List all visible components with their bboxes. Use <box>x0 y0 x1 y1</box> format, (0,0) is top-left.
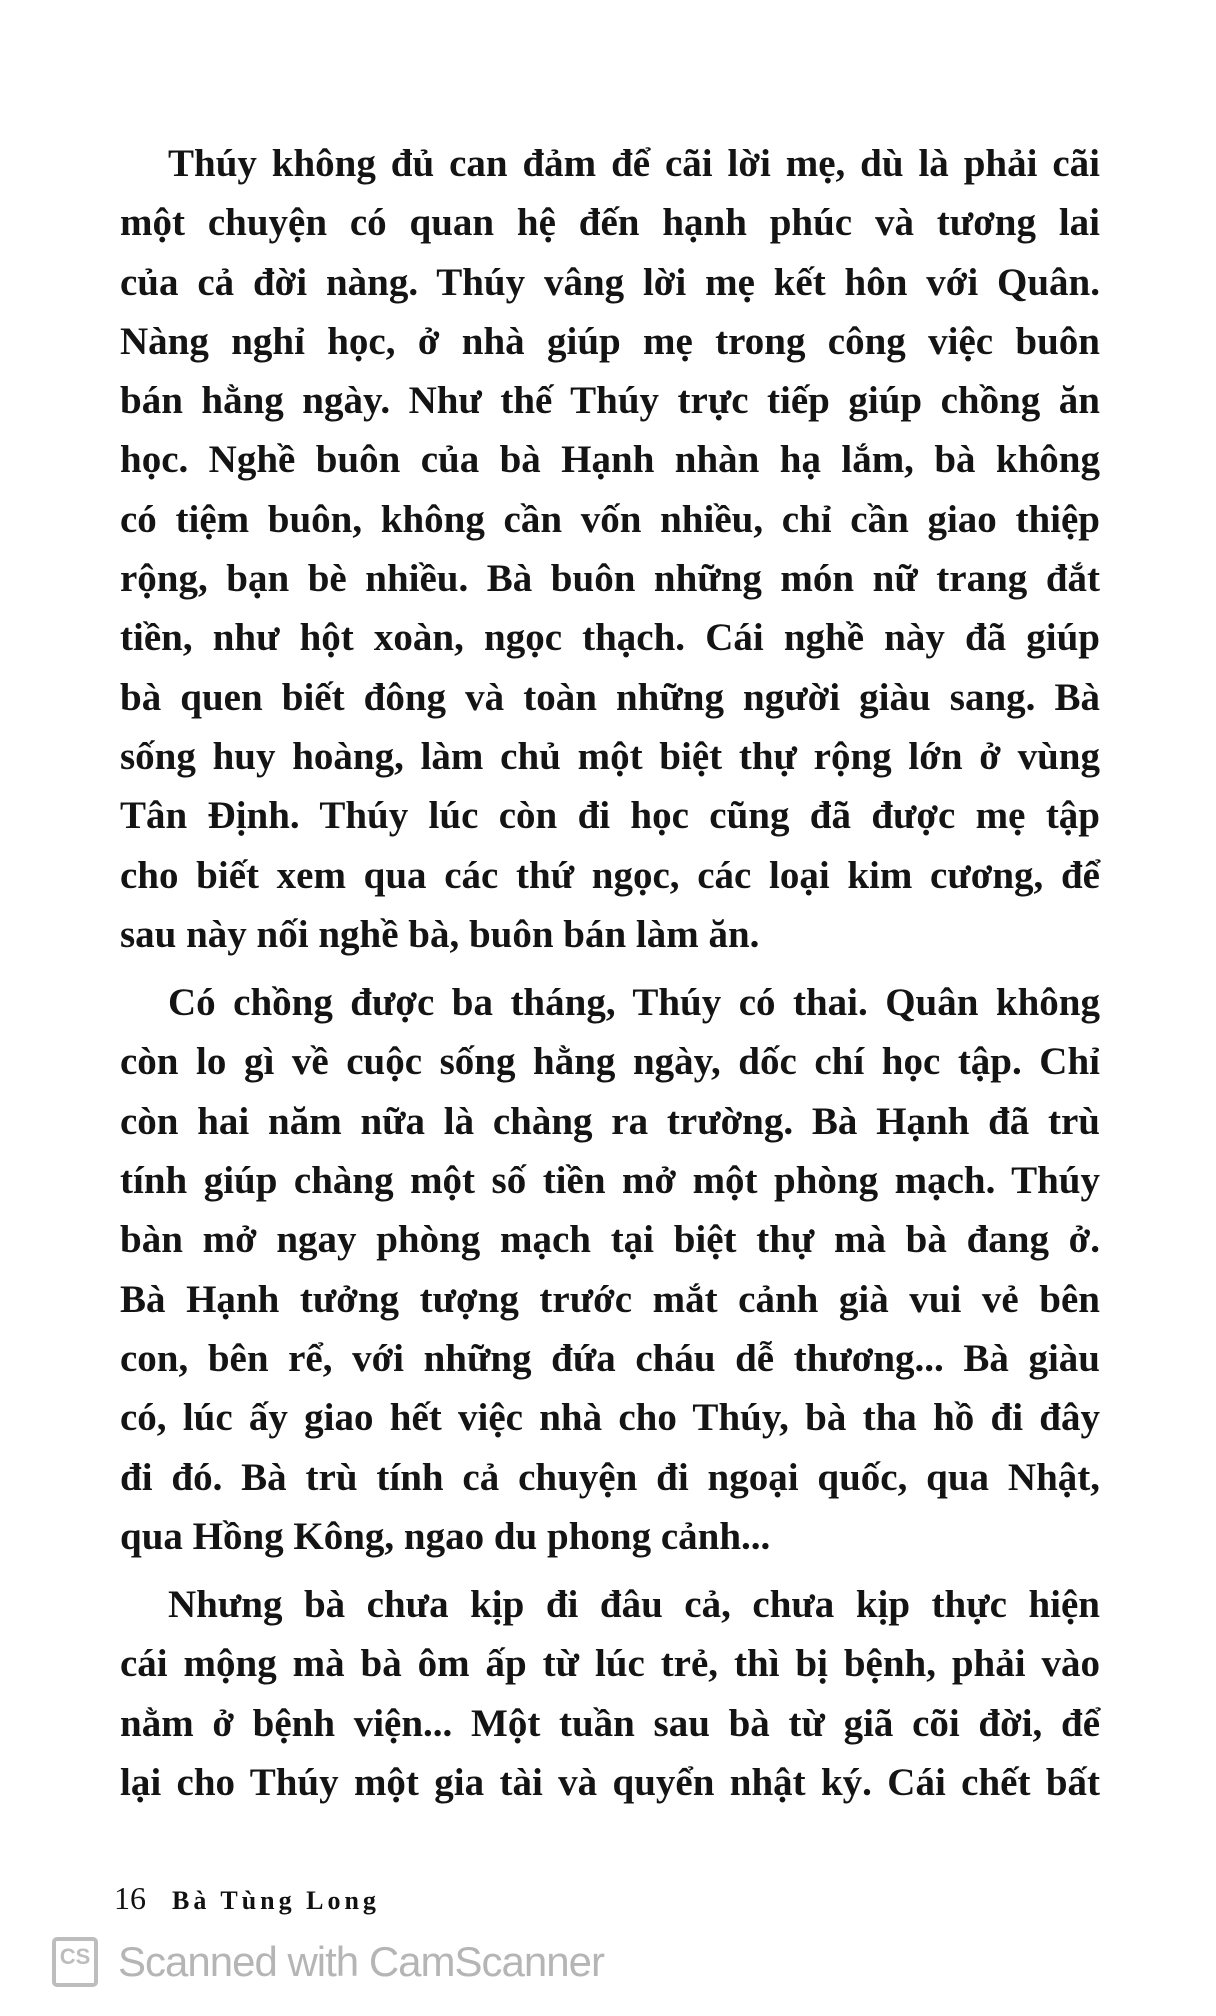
text-line: Nàng nghỉ học, ở nhà giúp mẹ trong công việc buôn <box>120 319 1100 363</box>
text-line: học. Nghề buôn của bà Hạnh nhàn hạ lắm, bà không <box>120 438 1100 482</box>
text-line: cho biết xem qua các thứ ngọc, các loại kim cương, để <box>120 853 1100 897</box>
text-line: một chuyện có quan hệ đến hạnh phúc và tương lai <box>120 201 1100 245</box>
paragraph <box>120 973 1100 1566</box>
text-line: có, lúc ấy giao hết việc nhà cho Thúy, bà tha hồ đi đây <box>120 1396 1100 1440</box>
page-footer <box>114 1880 380 1917</box>
paragraph <box>120 134 1100 964</box>
text-line: đi đó. Bà trù tính cả chuyện đi ngoại quốc, qua Nhật, <box>120 1455 1100 1499</box>
text-line: tính giúp chàng một số tiền mở một phòng mạch. Thúy <box>120 1159 1100 1203</box>
text-line: lại cho Thúy một gia tài và quyển nhật ký. Cái chết bất <box>120 1761 1100 1805</box>
text-line: tiền, như hột xoàn, ngọc thạch. Cái nghề này đã giúp <box>120 616 1100 660</box>
author-name: Bà Tùng Long <box>172 1886 380 1915</box>
text-line: Nhưng bà chưa kịp đi đâu cả, chưa kịp thực hiện <box>168 1583 1100 1627</box>
paragraph <box>120 1575 1100 1812</box>
text-line: Có chồng được ba tháng, Thúy có thai. Quân không <box>168 981 1100 1025</box>
page-number: 16 <box>114 1880 146 1916</box>
text-line: qua Hồng Kông, ngao du phong cảnh... <box>120 1514 771 1558</box>
camscanner-logo-icon: CS <box>52 1937 98 1987</box>
camscanner-watermark <box>52 1937 604 1987</box>
text-line: sống huy hoàng, làm chủ một biệt thự rộng lớn ở vùng <box>120 734 1100 778</box>
text-line: rộng, bạn bè nhiều. Bà buôn những món nữ trang đắt <box>120 557 1100 601</box>
text-line: Tân Định. Thúy lúc còn đi học cũng đã được mẹ tập <box>120 794 1100 838</box>
text-line: còn hai năm nữa là chàng ra trường. Bà Hạnh đã trù <box>120 1099 1100 1143</box>
text-line: Bà Hạnh tưởng tượng trước mắt cảnh già vui vẻ bên <box>120 1277 1100 1321</box>
text-line: cái mộng mà bà ôm ấp từ lúc trẻ, thì bị bệnh, phải vào <box>120 1642 1100 1686</box>
text-line: bán hằng ngày. Như thế Thúy trực tiếp giúp chồng ăn <box>120 379 1100 423</box>
text-line: còn lo gì về cuộc sống hằng ngày, dốc chí học tập. Chỉ <box>120 1040 1100 1084</box>
text-line: nằm ở bệnh viện... Một tuần sau bà từ giã cõi đời, để <box>120 1701 1100 1745</box>
text-line: Thúy không đủ can đảm để cãi lời mẹ, dù là phải cãi <box>168 142 1100 185</box>
text-line: của cả đời nàng. Thúy vâng lời mẹ kết hôn với Quân. <box>120 260 1100 304</box>
book-page-text <box>120 134 1100 1821</box>
text-line: bà quen biết đông và toàn những người giàu sang. Bà <box>120 675 1100 719</box>
watermark-text: Scanned with CamScanner <box>118 1938 604 1985</box>
text-line: con, bên rể, với những đứa cháu dễ thương... Bà giàu <box>120 1336 1100 1380</box>
text-line: sau này nối nghề bà, buôn bán làm ăn. <box>120 912 760 956</box>
text-line: có tiệm buôn, không cần vốn nhiều, chỉ cần giao thiệp <box>120 497 1100 541</box>
text-line: bàn mở ngay phòng mạch tại biệt thự mà bà đang ở. <box>120 1218 1100 1262</box>
